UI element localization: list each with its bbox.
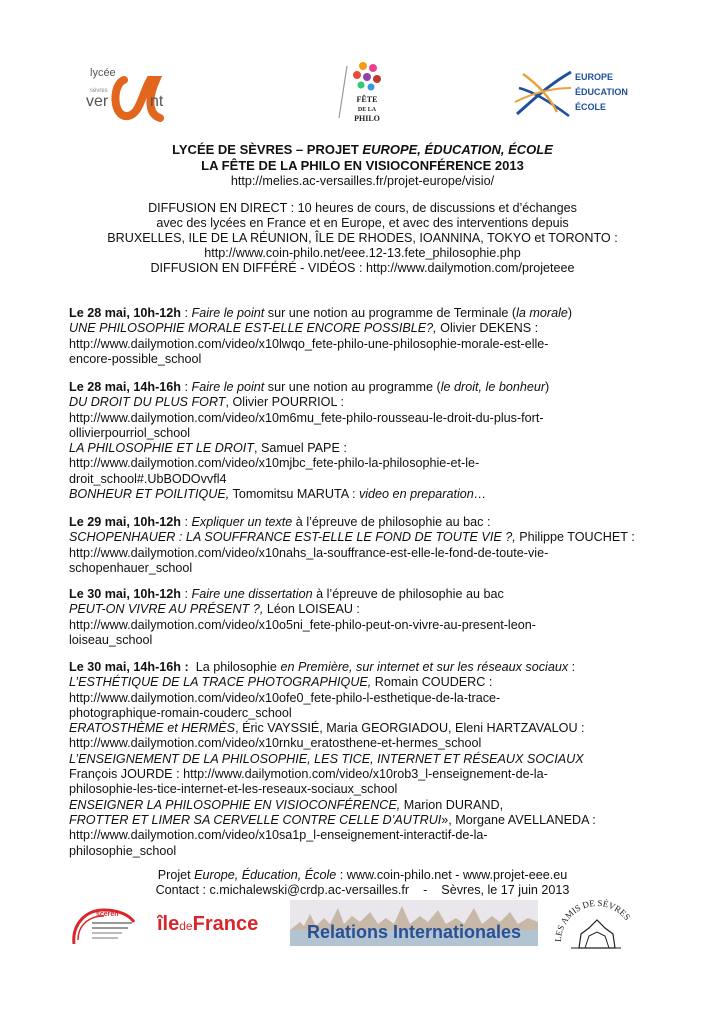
eee-logo-line-3: ÉCOLE: [575, 102, 607, 112]
session-1-talk-1: UNE PHILOSOPHIE MORALE EST-ELLE ENCORE POSSIBLE?, Olivier DEKENS :: [69, 321, 539, 336]
session-5-link-1a[interactable]: http://www.dailymotion.com/video/x10ofe0_fete-philo-l-esthetique-de-la-trace-: [69, 690, 501, 705]
eee-logo-line-2: ÉDUCATION: [575, 87, 628, 97]
intro-link-live[interactable]: http://www.coin-philo.net/eee.12-13.fete_philosophie.php: [204, 246, 521, 260]
relations-internationales-logo: [290, 900, 538, 946]
ile-de-france-logo: [157, 908, 285, 936]
session-2-link-1a[interactable]: http://www.dailymotion.com/video/x10m6mu_fete-philo-rousseau-le-droit-du-plus-fort-: [69, 410, 544, 425]
session-5-talk-2: ERATOSTHÈME et HERMÈS, Éric VAYSSIÉ, Maria GEORGIADOU, Eleni HARTZAVALOU :: [69, 721, 585, 736]
amis-de-sevres-logo: [551, 898, 641, 950]
session-2-link-1b[interactable]: ollivierpourriol_school: [69, 425, 191, 440]
session-2: [69, 380, 669, 502]
session-3-link-1a[interactable]: http://www.dailymotion.com/video/x10nahs_la-souffrance-est-elle-le-fond-de-toute-vie-: [69, 545, 549, 560]
session-1: [69, 306, 669, 367]
session-5-talk-3: L’ENSEIGNEMENT DE LA PHILOSOPHIE, LES TICE, INTERNET ET RÉSEAUX SOCIAUX: [69, 751, 584, 766]
fete-logo-line-3: PHILO: [354, 114, 380, 123]
header-project-label: LYCÉE DE SÈVRES – PROJET: [172, 142, 363, 157]
scerem-logo: [70, 904, 140, 948]
session-2-link-2a[interactable]: http://www.dailymotion.com/video/x10mjbc_fete-philo-la-philosophie-et-le-: [69, 456, 480, 471]
session-5-link-5b[interactable]: philosophie_school: [69, 843, 177, 858]
fete-logo-line-2: DE LA: [357, 107, 377, 113]
lycee-vernant-logo: [84, 58, 176, 126]
session-2-talk-3: BONHEUR ET POILITIQUE, Tomomitsu MARUTA : video en preparation…: [69, 487, 487, 502]
lycee-logo-small: sèvres: [90, 88, 108, 94]
intro-line-3: BRUXELLES, ILE DE LA RÉUNION, ÎLE DE RHODES, IOANNINA, TOKYO et TORONTO :: [107, 231, 618, 245]
intro-line-2: avec des lycées en France et en Europe, et avec des interventions depuis: [156, 216, 569, 230]
session-4-heading: Le 30 mai, 10h-12h : Faire une dissertation à l’épreuve de philosophie au bac: [69, 587, 504, 601]
session-4-talk-1: PEUT-ON VIVRE AU PRÉSENT ?, Léon LOISEAU :: [69, 602, 360, 617]
session-1-link-1b[interactable]: encore-possible_school: [69, 351, 202, 366]
header-project-name: EUROPE, ÉDUCATION, ÉCOLE: [362, 142, 553, 157]
intro-line-replay: DIFFUSION EN DIFFÉRÉ - VIDÉOS : http://www.dailymotion.com/projeteee: [150, 261, 575, 275]
session-5-talk-4: ENSEIGNER LA PHILOSOPHIE EN VISIOCONFÉRENCE, Marion DURAND,: [69, 797, 504, 812]
session-2-heading: Le 28 mai, 14h-16h : Faire le point sur une notion au programme (le droit, le bonheur): [69, 380, 550, 394]
session-3-date: Le 29 mai, 10h-12h: [69, 515, 181, 529]
session-2-talk-1: DU DROIT DU PLUS FORT, Olivier POURRIOL :: [69, 395, 344, 410]
session-5: [69, 660, 669, 859]
session-1-heading: Le 28 mai, 10h-12h : Faire le point sur une notion au programme de Terminale (la morale): [69, 306, 573, 320]
session-2-link-2b[interactable]: droit_school#.UbBODOvvfl4: [69, 471, 227, 486]
session-3-heading: Le 29 mai, 10h-12h : Expliquer un texte à l’épreuve de philosophie au bac :: [69, 515, 491, 529]
lycee-logo-name-b: nt: [150, 93, 164, 110]
session-2-date: Le 28 mai, 14h-16h: [69, 380, 181, 394]
session-4-link-1a[interactable]: http://www.dailymotion.com/video/x10o5ni_fete-philo-peut-on-vivre-au-present-leon-: [69, 617, 536, 632]
session-5-heading: Le 30 mai, 14h-16h : La philosophie en Première, sur internet et sur les réseaux sociaux :: [69, 660, 576, 674]
header-line-2: LA FÊTE DE LA PHILO EN VISIOCONFÉRENCE 2013: [201, 158, 524, 173]
intro-line-1: DIFFUSION EN DIRECT : 10 heures de cours, de discussions et d’échanges: [148, 201, 577, 215]
session-5-link-5a[interactable]: http://www.dailymotion.com/video/x10sa1p_l-enseignement-interactif-de-la-: [69, 828, 488, 843]
session-5-talk-5: FROTTER ET LIMER SA CERVELLE CONTRE CELLE D’AUTRUI», Morgane AVELLANEDA :: [69, 812, 596, 827]
session-4-link-1b[interactable]: loiseau_school: [69, 632, 153, 647]
idf-logo-text: îledeFrance: [157, 913, 259, 935]
session-4-date: Le 30 mai, 10h-12h: [69, 587, 181, 601]
header-line-1: [60, 142, 665, 158]
footer-projet-line: Projet Europe, Éducation, École : www.coin-philo.net - www.projet-eee.eu: [157, 868, 568, 882]
amis-logo-text: LES AMIS DE SÈVRES: [552, 898, 633, 943]
fete-philo-logo: [333, 58, 395, 128]
footer-contact-line[interactable]: Contact : c.michalewski@crdp.ac-versailles.fr - Sèvres, le 17 juin 2013: [155, 883, 570, 897]
session-5-date: Le 30 mai, 14h-16h :: [69, 660, 189, 674]
session-1-link-1a[interactable]: http://www.dailymotion.com/video/x10lwqo_fete-philo-une-philosophie-morale-est-elle-: [69, 336, 549, 351]
session-3-talk-1: SCHOPENHAUER : LA SOUFFRANCE EST-ELLE LE FOND DE TOUTE VIE ?, Philippe TOUCHET :: [69, 530, 635, 545]
session-4: [69, 587, 669, 648]
session-5-link-3b[interactable]: philosophie-les-tice-internet-et-les-reseaux-sociaux_school: [69, 782, 398, 797]
europe-education-ecole-logo: [513, 64, 653, 120]
svg-text:LES AMIS DE SÈVRES: [553, 898, 632, 942]
session-3-link-1b[interactable]: schopenhauer_school: [69, 560, 193, 575]
lycee-logo-name-a: ver: [86, 93, 109, 110]
session-2-talk-2: LA PHILOSOPHIE ET LE DROIT, Samuel PAPE :: [69, 441, 347, 456]
session-1-date: Le 28 mai, 10h-12h: [69, 306, 181, 320]
lycee-logo-word: lycée: [90, 67, 116, 79]
ri-logo-text: Relations Internationales: [306, 922, 522, 942]
session-3: [69, 515, 669, 576]
session-5-talk-1: L’ESTHÉTIQUE DE LA TRACE PHOTOGRAPHIQUE, Romain COUDERC :: [69, 675, 493, 690]
fete-logo-line-1: FÊTE: [356, 95, 378, 104]
eee-logo-line-1: EUROPE: [575, 72, 614, 82]
scerem-logo-word: scérén: [96, 911, 119, 918]
session-5-link-1b[interactable]: photographique-romain-couderc_school: [69, 705, 292, 720]
session-5-link-2[interactable]: http://www.dailymotion.com/video/x10rnku_eratosthene-et-hermes_school: [69, 736, 482, 751]
header-url[interactable]: http://melies.ac-versailles.fr/projet-europe/visio/: [230, 174, 495, 188]
session-5-link-3a[interactable]: François JOURDE : http://www.dailymotion.com/video/x10rob3_l-enseignement-de-la-: [69, 767, 548, 782]
